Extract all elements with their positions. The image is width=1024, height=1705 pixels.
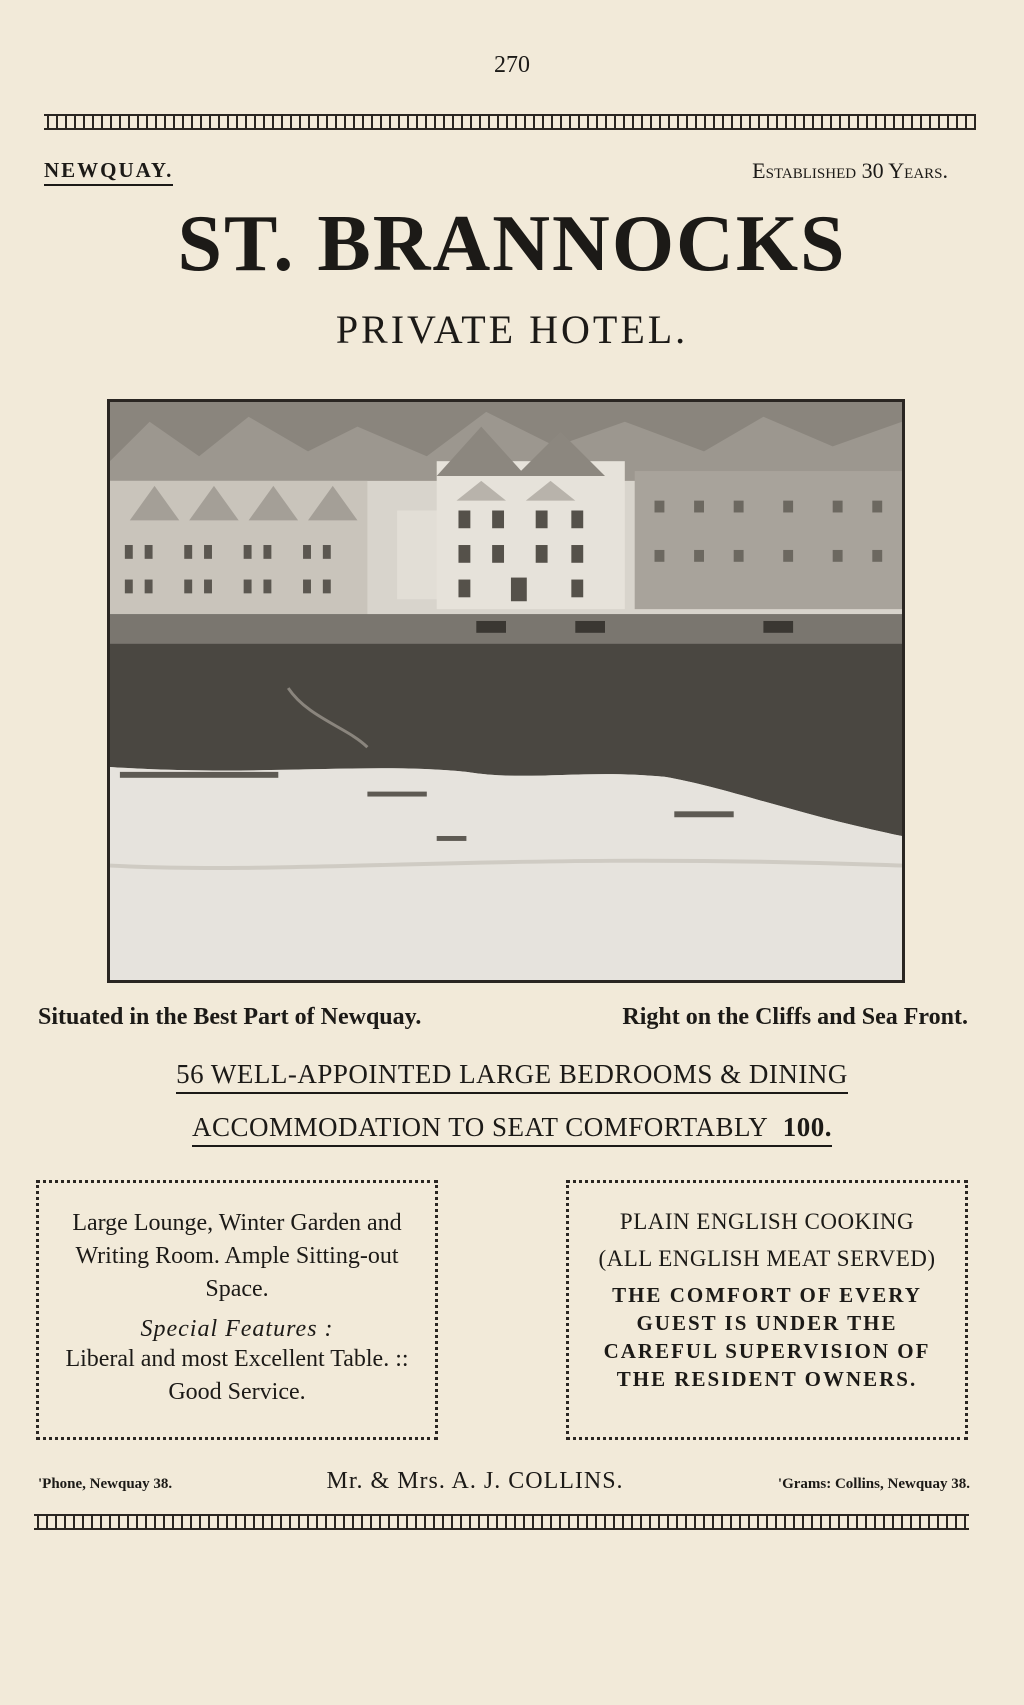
hotel-photo (107, 399, 905, 983)
decorative-border-bottom (34, 1512, 969, 1532)
rooms-line-1-text: 56 WELL-APPOINTED LARGE BEDROOMS & DINING (176, 1059, 848, 1094)
rooms-line-1 (0, 1059, 1024, 1094)
decorative-border-top (44, 112, 976, 132)
tagline-location: Situated in the Best Part of Newquay. (38, 1004, 422, 1030)
page-number: 270 (494, 52, 530, 78)
features-heading: Special Features : (140, 1316, 334, 1342)
tagline-position: Right on the Cliffs and Sea Front. (622, 1004, 968, 1030)
rooms-line-2-text: ACCOMMODATION TO SEAT COMFORTABLY (191, 1112, 769, 1142)
hotel-type: PRIVATE HOTEL. (335, 307, 689, 352)
cooking-line-1: PLAIN ENGLISH COOKING (619, 1209, 915, 1234)
features-text: Liberal and most Excellent Table. :: Good Service. (65, 1346, 409, 1405)
seating-capacity: 100. (782, 1112, 833, 1142)
amenities-text: Large Lounge, Winter Garden and Writing Room. Ample Sitting-out Space. (72, 1210, 402, 1302)
hotel-photo-illustration (110, 402, 902, 980)
cooking-box (566, 1180, 968, 1440)
footer (38, 1468, 970, 1495)
established-label: Established 30 Years. (752, 158, 948, 183)
amenities-box (36, 1180, 438, 1440)
tagline (38, 1004, 968, 1031)
phone-number: 'Phone, Newquay 38. (38, 1476, 173, 1492)
owners-name: Mr. & Mrs. A. J. COLLINS. (326, 1468, 624, 1494)
telegram-address: 'Grams: Collins, Newquay 38. (777, 1476, 970, 1492)
hotel-name: ST. BRANNOCKS (177, 200, 847, 288)
rooms-line-2-wrapper (192, 1112, 832, 1147)
location-label: NEWQUAY. (44, 158, 173, 186)
comfort-text: THE COMFORT OF EVERY GUEST IS UNDER THE CAREFUL SUPERVISION OF THE RESIDENT OWNERS. (603, 1283, 931, 1391)
cooking-line-2: (ALL ENGLISH MEAT SERVED) (598, 1246, 936, 1271)
rooms-line-2 (0, 1112, 1024, 1147)
